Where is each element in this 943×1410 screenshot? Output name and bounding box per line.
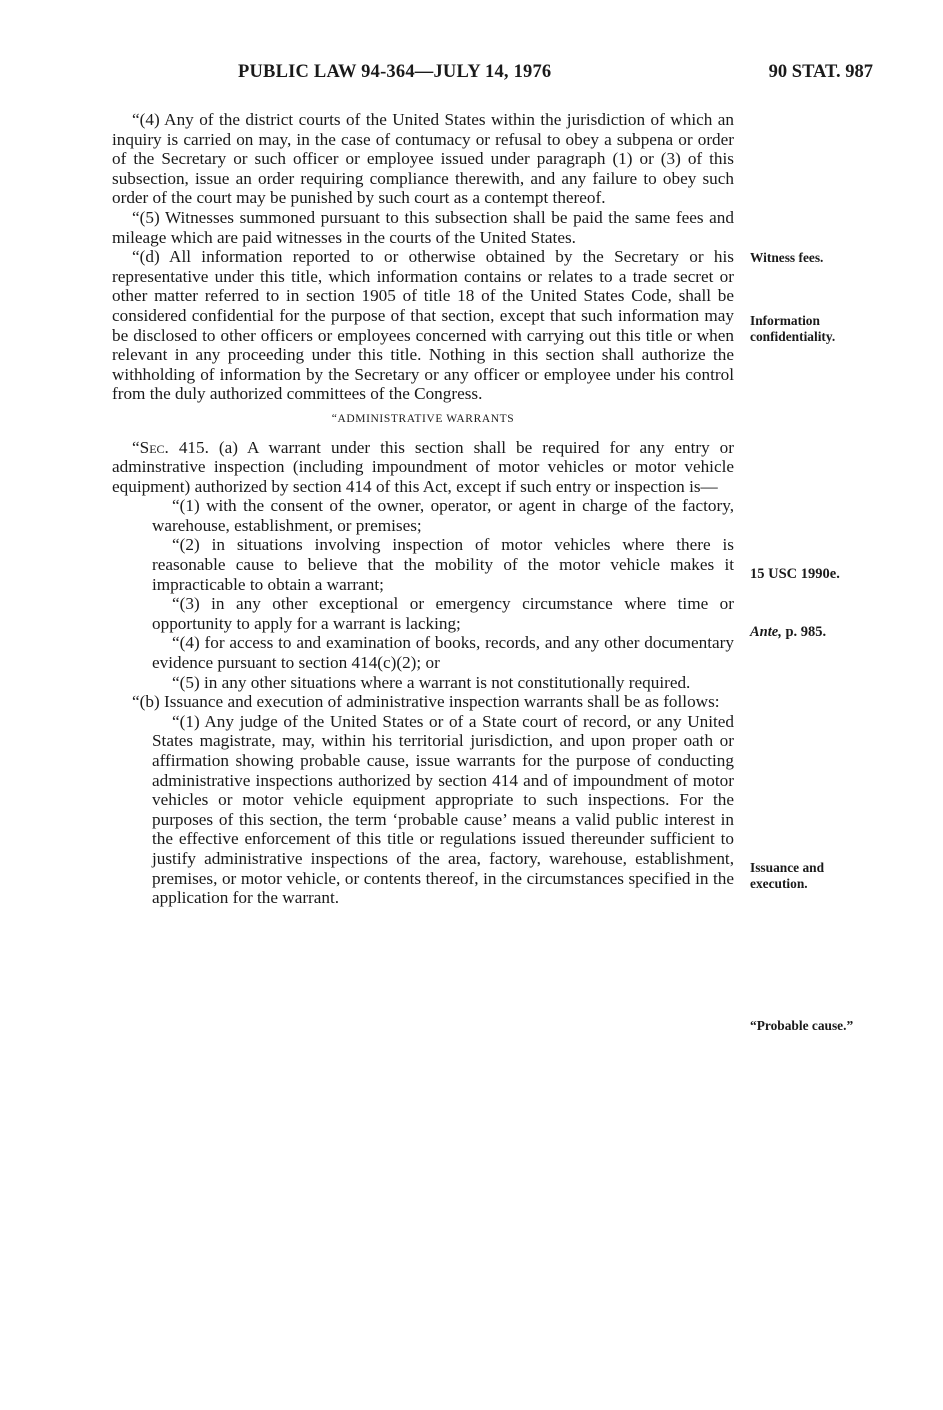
subparagraph-b1: “(1) Any judge of the United States or of a State court of record, or any United States magistrate, may, within his territorial jurisdiction, and upon proper oath or affirmation showing probable cause, issue warrants for the purpose of conducting administrative inspections authorized by section 414 and of impoundment of motor vehicles or motor vehicle equipment appropriate to such inspections. For the purposes of this section, the term ‘probable cause’ means a valid public interest in the effective enforcement of this title or regulations issued thereunder sufficient to justify administrative inspections of the area, factory, warehouse, establishment, premises, or motor vehicle, or contents thereof, in the circumstances specified in the application for the warrant. [152,711,734,908]
subparagraph-a2: “(2) in situations involving inspection of motor vehicles where there is reasonable cause to believe that the mobility of the motor vehicle makes it impracticable to obtain a warrant; [152,535,734,594]
ante-label: Ante, [750,624,782,640]
subparagraph-a4: “(4) for access to and examination of books, records, and any other documentary evidence pursuant to section 414(c)(2); or [152,633,734,673]
ante-page: p. 985. [781,624,827,640]
paragraph-b: “(b) Issuance and execution of administrative inspection warrants shall be as follows: [132,692,720,712]
statute-page-number: 90 STAT. 987 [768,62,873,82]
subparagraph-a3: “(3) in any other exceptional or emergency circumstance where time or opportunity to apply for a warrant is lacking; [152,594,734,633]
section-label: “Sec. [132,437,169,457]
margin-note-witness-fees: Witness fees. [750,250,824,265]
section-heading: “ADMINISTRATIVE WARRANTS [331,412,515,425]
paragraph-c5: “(5) Witnesses summoned pursuant to this subsection shall be paid the same fees and mileage which are paid witnesses in the courts of the United States. [112,207,734,247]
paragraph-c4: “(4) Any of the district courts of the United States within the jurisdiction of which an inquiry is carried on may, in the case of contumacy or refusal to obey a subpena or order of the Secretary or such officer or employee issued under paragraph (1) or (3) of this subsection, issue an order requiring compliance therewith, and any failure to obey such order of the court may be punished by such court as a contempt thereof. [112,110,734,208]
margin-note-usc-citation: 15 USC 1990e. [750,566,840,582]
subparagraph-a1: “(1) with the consent of the owner, operator, or agent in charge of the factory, warehouse, establishment, or premises; [152,496,734,535]
page-title: PUBLIC LAW 94-364—JULY 14, 1976 [238,62,552,82]
margin-note-probable-cause: “Probable cause.” [750,1018,854,1033]
margin-note-ante-reference [750,624,860,640]
subparagraph-a5: “(5) in any other situations where a warrant is not constitutionally required. [172,672,691,692]
page-header [0,62,943,88]
section-415-a [112,438,734,497]
paragraph-d: “(d) All information reported to or otherwise obtained by the Secretary or his representative under this title, which information contains or relates to a trade secret or other matter referred to in section 1905 of title 18 of the United States Code, shall be considered confidential for the purpose of that section, except that such information may be disclosed to other officers or employees concerned with carrying out this title or when relevant in any proceeding under this title. Nothing in this section shall authorize the withholding of information by the Secretary or any officer or employee under his control from the duly authorized committees of the Congress. [112,247,734,404]
statute-text [112,110,734,908]
section-415-a-text: 415. (a) A warrant under this section shall be required for any entry or adminstrative inspection (including impoundment of motor vehicles or motor vehicle equipment) authorized by section 414 of this Act, except if such entry or inspection is— [112,437,734,496]
margin-note-issuance-execution: Issuance and execution. [750,860,825,891]
margin-note-information-confidentiality: Information confidentiality. [750,313,836,344]
